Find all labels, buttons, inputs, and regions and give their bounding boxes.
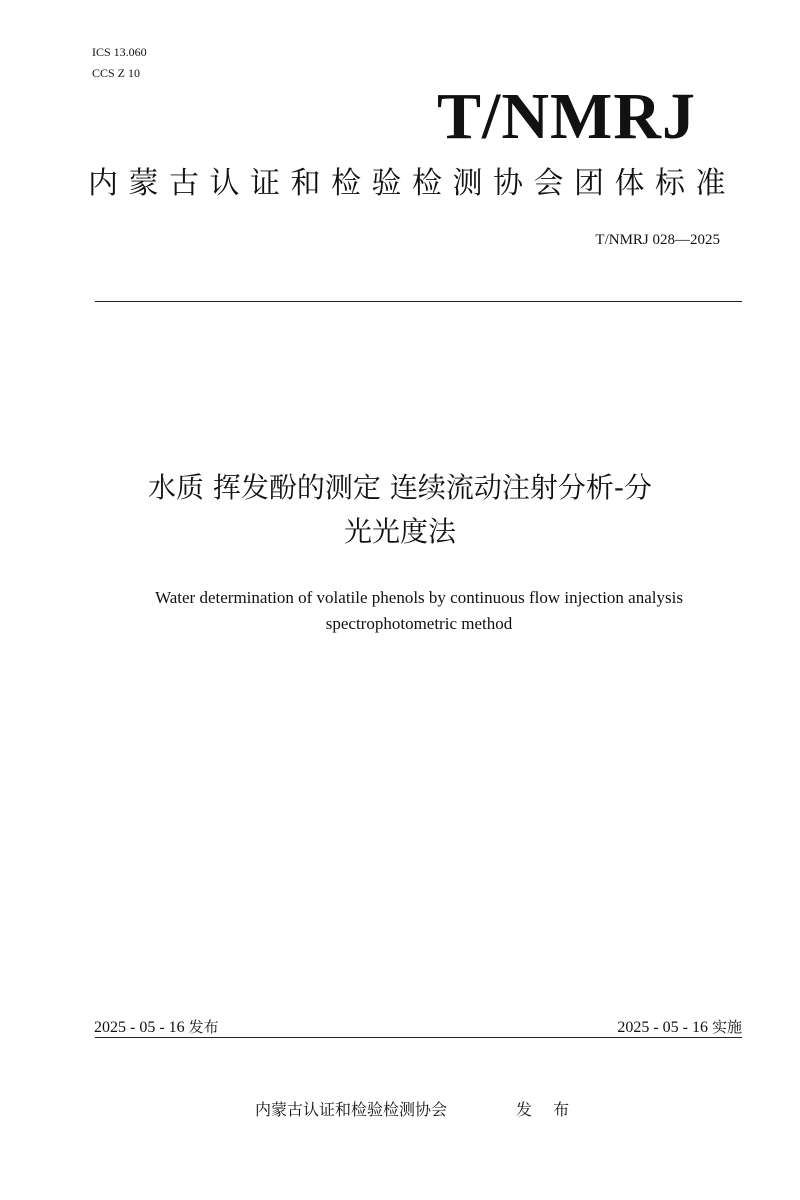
chinese-title <box>0 466 800 554</box>
chinese-title-line-2: 光光度法 <box>343 515 456 548</box>
top-divider <box>95 301 742 302</box>
standard-logo: T/NMRJ <box>437 80 696 153</box>
ccs-code: CCS Z 10 <box>92 66 141 80</box>
english-title-line-2: spectrophotometric method <box>325 614 513 633</box>
english-title-line-1: Water determination of volatile phenols by continuous flow injection analysis <box>155 588 683 607</box>
issuer-action: 发 布 <box>516 1100 578 1119</box>
implement-date: 2025 - 05 - 16 <box>617 1019 712 1036</box>
issuer-name: 内蒙古认证和检验检测协会 <box>255 1100 448 1119</box>
implement-date-block <box>617 1016 742 1037</box>
issue-date: 2025 - 05 - 16 <box>94 1019 189 1036</box>
issue-date-block <box>94 1016 219 1037</box>
classification-codes <box>92 42 147 84</box>
bottom-divider <box>95 1037 742 1038</box>
ics-code: ICS 13.060 <box>92 45 147 59</box>
issue-date-label: 发布 <box>188 1018 219 1036</box>
english-title <box>0 585 800 637</box>
organization-standard-title: 内蒙古认证和检验检测协会团体标准 <box>88 166 736 201</box>
implement-date-label: 实施 <box>711 1018 742 1036</box>
chinese-title-line-1: 水质 挥发酚的测定 连续流动注射分析-分 <box>148 471 652 504</box>
standard-number: T/NMRJ 028—2025 <box>595 232 720 248</box>
